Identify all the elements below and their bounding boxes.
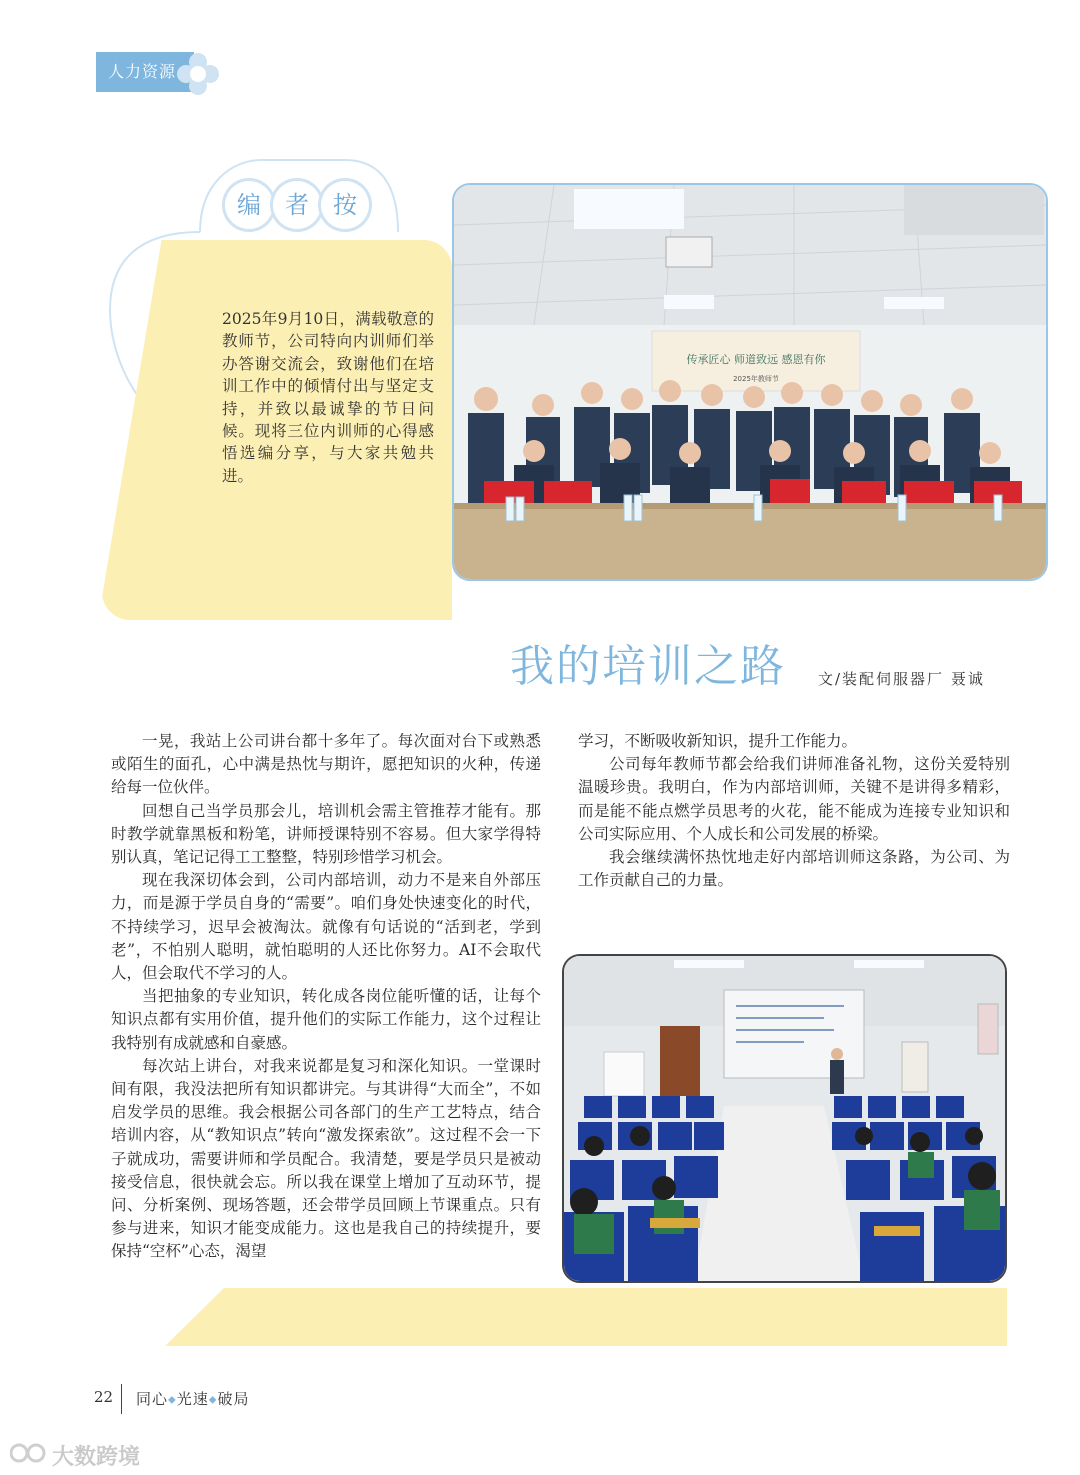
page-number: 22	[94, 1388, 114, 1406]
watermark-logo-icon	[10, 1441, 50, 1465]
banner-text: 传承匠心 师道致远 感恩有你	[686, 353, 826, 366]
flower-decoration-icon	[176, 52, 220, 96]
article-title: 我的培训之路	[510, 641, 786, 692]
paragraph: 当把抽象的专业知识，转化成各岗位能听懂的话，让每个知识点都有实用价值，提升他们的实际工作能力，这个过程让我特别有成就感和自豪感。	[111, 987, 541, 1052]
footer-divider	[121, 1384, 122, 1414]
paragraph: 回想自己当学员那会儿，培训机会需主管推荐才能有。那时教学就靠黑板和粉笔，讲师授课特别不容易。但大家学得特别认真，笔记记得工工整整，特别珍惜学习机会。	[111, 801, 541, 867]
paragraph: 一晃，我站上公司讲台都十多年了。每次面对台下或熟悉或陌生的面孔，心中满是热忱与期许，愿把知识的火种，传递给每一位伙伴。	[111, 732, 541, 797]
editor-note-char: 按	[333, 191, 357, 219]
paragraph: 公司每年教师节都会给我们讲师准备礼物，这份关爱特别温暖珍贵。我明白，作为内部培训师，关键不是讲得多精彩，而是能不能点燃学员思考的火花，能不能成为连接专业知识和公司实际应用、个人成长和公司发展的桥梁。	[578, 755, 1010, 843]
classroom-photo	[562, 954, 1007, 1283]
article-byline: 文/装配伺服器厂 聂诚	[818, 670, 985, 688]
editor-note-text: 2025年9月10日，满载敬意的教师节，公司特向内训师们举办答谢交流会，致谢他们在培训工作中的倾情付出与坚定支持，并致以最诚挚的节日问候。现将三位内训师的心得感悟选编分享，与大家共勉共进。	[222, 310, 434, 485]
editor-note-heading	[222, 178, 372, 234]
slogan-word: 破局	[217, 1390, 250, 1408]
editor-note-char: 编	[237, 191, 261, 219]
slogan-word: 同心	[136, 1390, 169, 1408]
slogan-word: 光速	[176, 1390, 209, 1408]
classroom-photo-illustration	[564, 956, 1005, 1281]
paragraph: 我会继续满怀热忱地走好内部培训师这条路，为公司、为工作贡献自己的力量。	[578, 848, 1010, 890]
diamond-icon: ◆	[168, 1394, 177, 1406]
editor-note-char: 者	[285, 191, 309, 219]
group-photo	[452, 183, 1048, 581]
banner-subtext: 2025年教师节	[733, 375, 779, 383]
watermark-text: 大数跨境	[52, 1445, 141, 1470]
section-tab: 人力资源	[96, 52, 194, 92]
article-body-right	[578, 730, 1010, 892]
group-photo-illustration	[454, 185, 1046, 579]
paragraph: 现在我深切体会到，公司内部培训，动力不是来自外部压力，而是源于学员自身的“需要”。咱们身处快速变化的时代，不持续学习，迟早会被淘汰。就像有句话说的“活到老，学到老”，不怕别人聪明，就怕聪明的人还比你努力。AI不会取代人，但会取代不学习的人。	[111, 871, 541, 983]
decorative-band	[165, 1288, 1007, 1346]
footer-slogan	[136, 1388, 249, 1409]
paragraph-continuation: 学习，不断吸收新知识，提升工作能力。	[578, 732, 858, 750]
paragraph: 每次站上讲台，对我来说都是复习和深化知识。一堂课时间有限，我没法把所有知识都讲完。与其讲得“大而全”，不如启发学员的思维。我会根据公司各部门的生产工艺特点，结合培训内容，从“教知识点”转向“激发探索欲”。这过程不会一下子就成功，需要讲师和学员配合。我清楚，要是学员只是被动接受信息，很快就会忘。所以我在课堂上增加了互动环节，提问、分析案例、现场答题，还会带学员回顾上节课重点。只有参与进来，知识才能变成能力。这也是我自己的持续提升，要保持“空杯”心态，渴望	[111, 1056, 541, 1261]
diamond-icon: ◆	[208, 1394, 218, 1406]
article-body-left	[111, 730, 541, 1264]
